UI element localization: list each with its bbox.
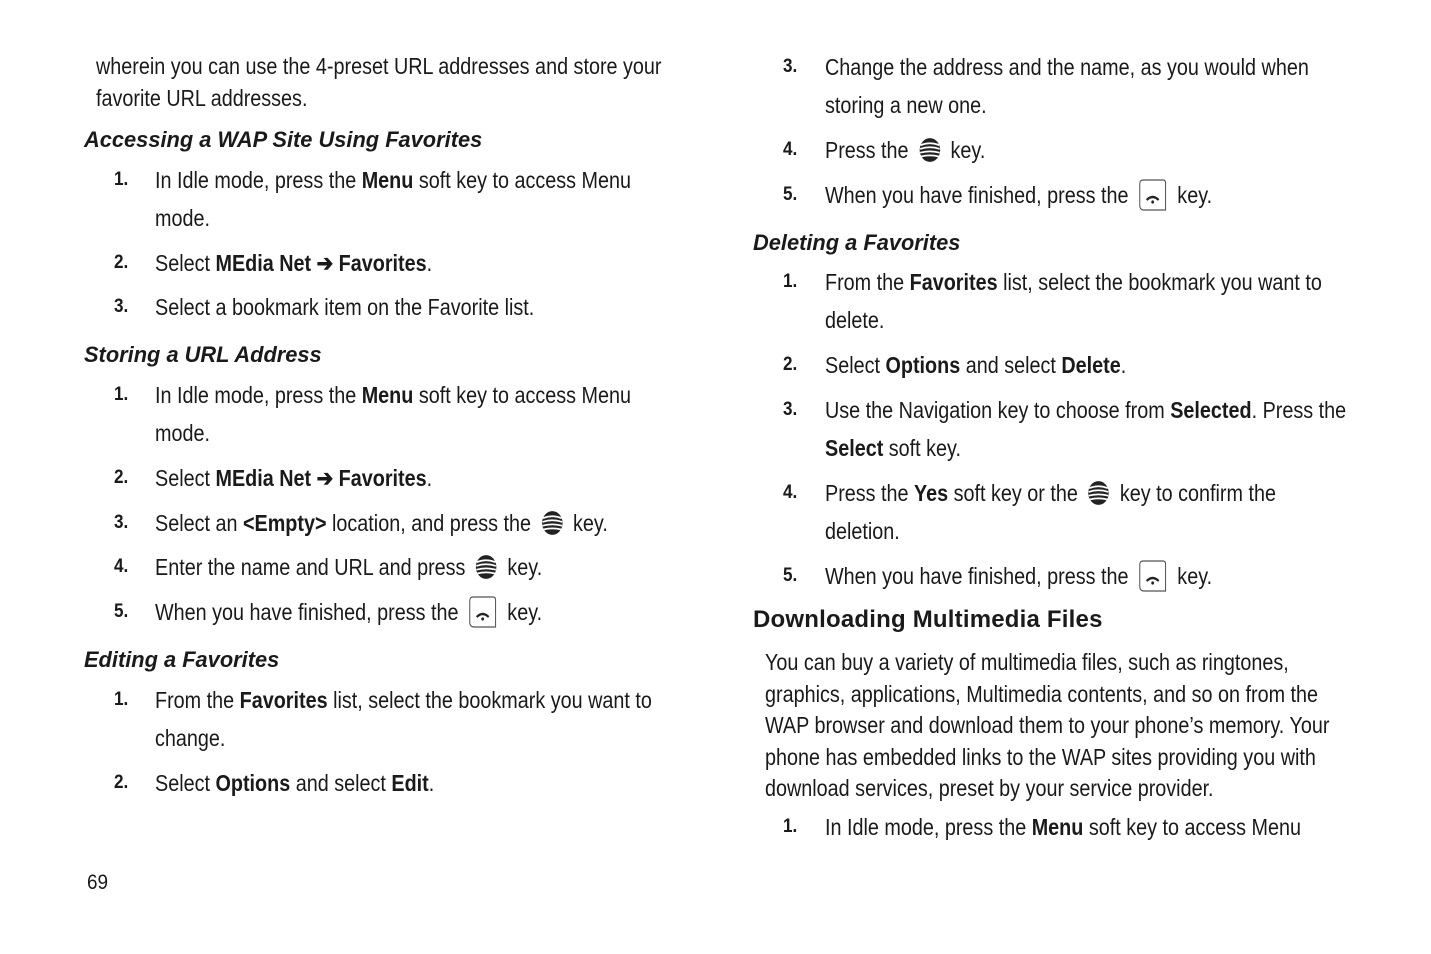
- att-globe-ok-key-icon: [539, 510, 565, 536]
- step-number: 4.: [783, 139, 798, 160]
- step-text: When you have finished, press the key.: [155, 596, 542, 630]
- step-text: In Idle mode, press the Menu soft key to access Menu: [825, 814, 1302, 840]
- att-globe-ok-key-icon: [474, 554, 500, 580]
- step-text: Select Options and select Edit.: [155, 770, 435, 796]
- step-text: Select Options and select Delete.: [825, 352, 1127, 378]
- download-para-line-4: phone has embedded links to the WAP sites providing you with: [765, 744, 1316, 770]
- step-text: From the Favorites list, select the bookmark you want to: [155, 687, 652, 713]
- heading-accessing-favorites: Accessing a WAP Site Using Favorites: [84, 127, 483, 152]
- end-power-key-icon: [1137, 179, 1170, 211]
- end-power-key-icon: [1137, 560, 1170, 592]
- heading-storing-url: Storing a URL Address: [84, 342, 322, 367]
- step-text-cont: mode.: [155, 205, 210, 231]
- step-number: 1.: [783, 816, 798, 837]
- step-text-cont: Select soft key.: [825, 435, 961, 461]
- heading-deleting-favorites: Deleting a Favorites: [753, 230, 961, 255]
- step-number: 1.: [114, 384, 129, 405]
- step-text: When you have finished, press the key.: [825, 179, 1212, 213]
- step-text-cont: storing a new one.: [825, 92, 987, 118]
- step-number: 2.: [114, 252, 129, 273]
- step-text: Select an <Empty> location, and press the key.: [155, 510, 608, 536]
- step-text: Select a bookmark item on the Favorite list.: [155, 294, 535, 320]
- intro-line-2: favorite URL addresses.: [96, 85, 308, 111]
- step-number: 4.: [783, 482, 798, 503]
- step-number: 3.: [783, 56, 798, 77]
- step-number: 2.: [783, 354, 798, 375]
- step-number: 1.: [783, 271, 798, 292]
- step-number: 5.: [114, 601, 129, 622]
- step-text: In Idle mode, press the Menu soft key to access Menu: [155, 167, 632, 193]
- step-number: 3.: [114, 512, 129, 533]
- step-number: 3.: [114, 296, 129, 317]
- step-text: Change the address and the name, as you would when: [825, 54, 1309, 80]
- step-text: Press the Yes soft key or the key to confirm the: [825, 480, 1276, 506]
- step-text: Enter the name and URL and press key.: [155, 554, 543, 580]
- step-text: Press the key.: [825, 137, 986, 163]
- download-para-line-2: graphics, applications, Multimedia contents, and so on from the: [765, 681, 1319, 707]
- step-number: 5.: [783, 184, 798, 205]
- page-number: 69: [87, 871, 109, 894]
- step-number: 5.: [783, 565, 798, 586]
- step-text: In Idle mode, press the Menu soft key to access Menu: [155, 382, 632, 408]
- step-text-cont: mode.: [155, 420, 210, 446]
- step-number: 1.: [114, 689, 129, 710]
- download-para-line-1: You can buy a variety of multimedia files, such as ringtones,: [765, 649, 1289, 675]
- step-text-cont: delete.: [825, 307, 885, 333]
- step-text: Select MEdia Net ➔ Favorites.: [155, 465, 433, 491]
- step-text: Use the Navigation key to choose from Selected. Press the: [825, 397, 1347, 423]
- section-heading-downloading: Downloading Multimedia Files: [753, 606, 1103, 633]
- intro-line-1: wherein you can use the 4-preset URL addresses and store your: [96, 53, 662, 79]
- step-text-cont: deletion.: [825, 518, 900, 544]
- step-text: When you have finished, press the key.: [825, 560, 1212, 594]
- step-text: From the Favorites list, select the bookmark you want to: [825, 269, 1322, 295]
- step-number: 1.: [114, 169, 129, 190]
- heading-editing-favorites: Editing a Favorites: [84, 647, 280, 672]
- step-number: 3.: [783, 399, 798, 420]
- att-globe-ok-key-icon: [917, 137, 943, 163]
- download-para-line-5: download services, preset by your service provider.: [765, 775, 1214, 801]
- end-power-key-icon: [467, 596, 500, 628]
- download-para-line-3: WAP browser and download them to your phone’s memory. Your: [765, 712, 1330, 738]
- step-text-cont: change.: [155, 725, 226, 751]
- step-number: 2.: [114, 772, 129, 793]
- step-number: 4.: [114, 556, 129, 577]
- step-text: Select MEdia Net ➔ Favorites.: [155, 250, 433, 276]
- step-number: 2.: [114, 467, 129, 488]
- att-globe-ok-key-icon: [1086, 480, 1112, 506]
